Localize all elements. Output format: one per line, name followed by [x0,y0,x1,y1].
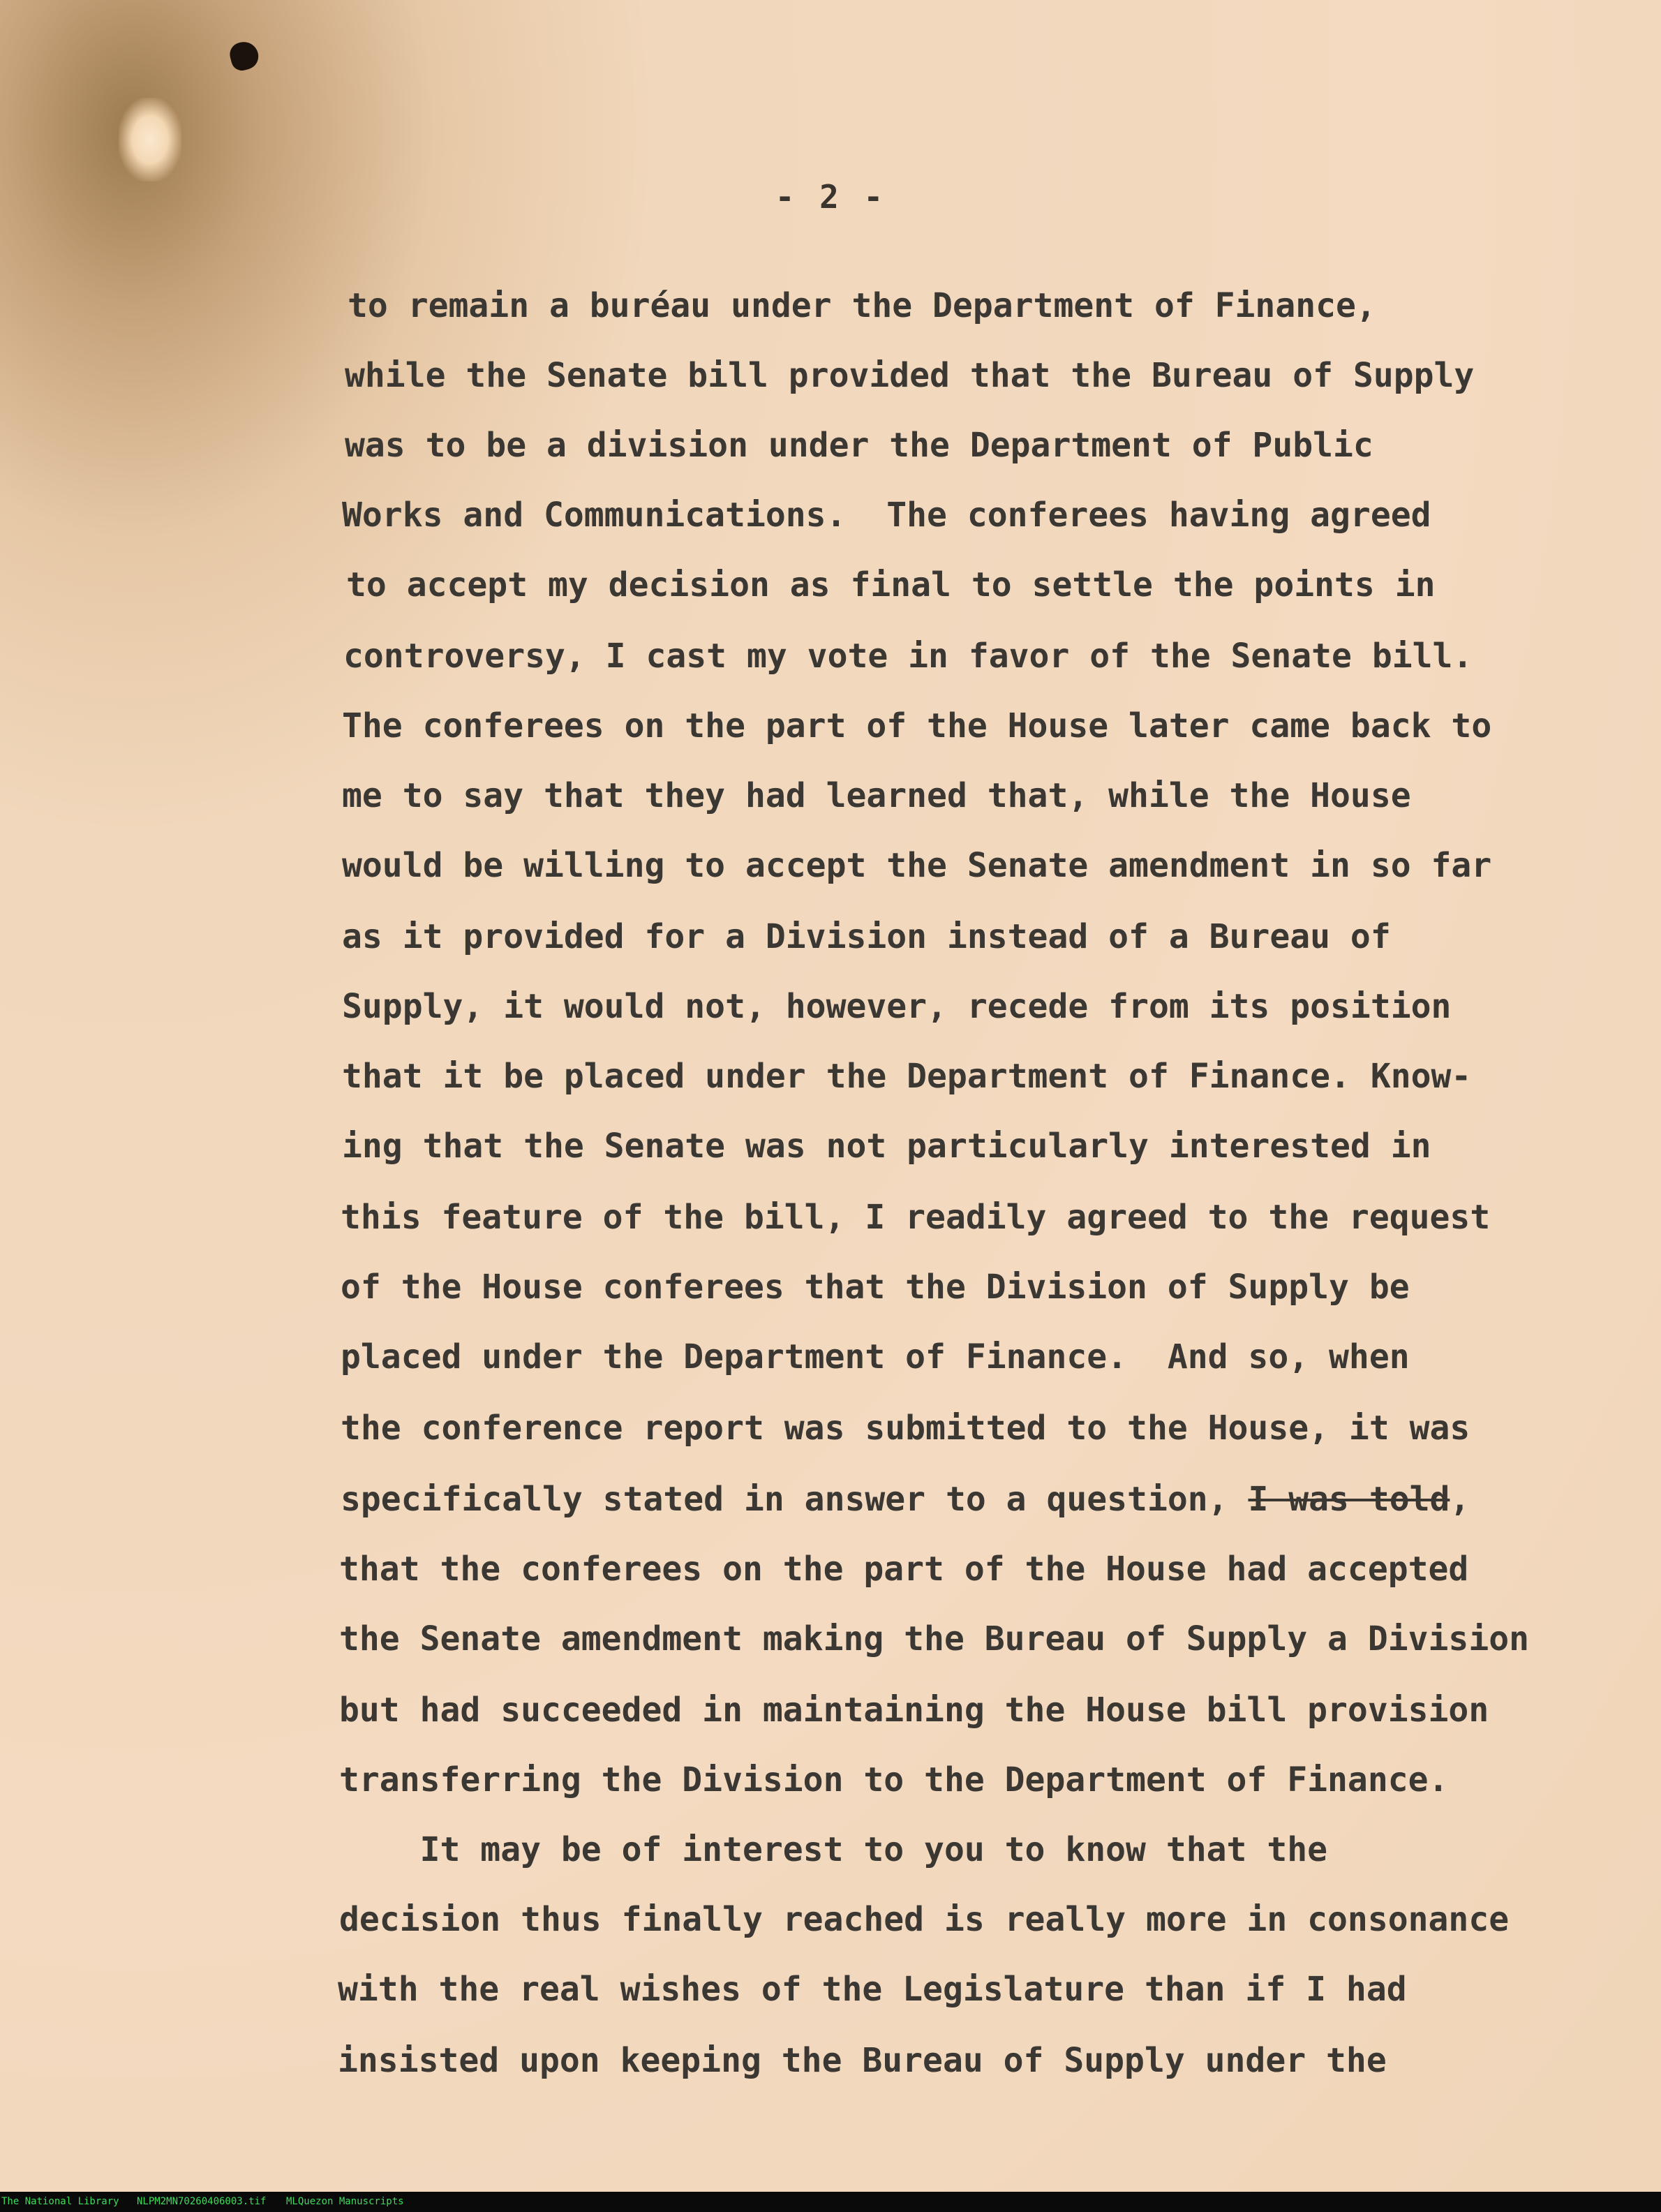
text-line: It may be of interest to you to know that the [339,1830,1328,1869]
text-line: to remain a buréau under the Department of Finance, [348,286,1376,325]
page-number: - 2 - [775,178,886,216]
archive-footer-bar [0,2192,1661,2212]
text-line: of the House conferees that the Division of Supply be [341,1268,1410,1307]
text-line: to accept my decision as final to settle the points in [346,565,1436,604]
fold-mark [119,98,181,181]
text-line: me to say that they had learned that, while the House [342,776,1411,815]
text-line: the Senate amendment making the Bureau of Supply a Division [339,1619,1530,1658]
footer-file-id: NLPM2MN70260406003.tif [137,2196,267,2207]
text-line: that it be placed under the Department of Finance. Know- [342,1057,1472,1096]
text-line: but had succeeded in maintaining the House bill provision [339,1691,1489,1730]
footer-library: The National Library [1,2196,119,2207]
text-line: would be willing to accept the Senate amendment in so far [342,846,1492,885]
text-line: that the conferees on the part of the House had accepted [339,1550,1469,1589]
text-line: ing that the Senate was not particularly interested in [342,1127,1431,1166]
text-segment: , [1450,1480,1470,1519]
burn-spot [228,39,262,73]
text-line: insisted upon keeping the Bureau of Supply under the [338,2041,1387,2080]
text-line: the conference report was submitted to the House, it was [341,1409,1470,1448]
text-line: as it provided for a Division instead of a Bureau of [342,917,1391,956]
text-line: this feature of the bill, I readily agreed to the request [341,1198,1491,1237]
text-line [341,1478,1470,1520]
text-line: was to be a division under the Department of Public [345,426,1373,465]
struck-text: I was told [1248,1480,1450,1519]
text-line: Works and Communications. The conferees having agreed [342,496,1431,535]
text-segment: specifically stated in answer to a question, [341,1480,1249,1519]
text-line: controversy, I cast my vote in favor of the Senate bill. [343,637,1473,676]
text-line: while the Senate bill provided that the Bureau of Supply [345,356,1475,395]
text-line: Supply, it would not, however, recede from its position [342,987,1452,1026]
text-line: placed under the Department of Finance. And so, when [341,1337,1410,1376]
text-line: with the real wishes of the Legislature than if I had [338,1970,1407,2009]
text-line: decision thus finally reached is really more in consonance [339,1900,1510,1939]
footer-collection: MLQuezon Manuscripts [286,2196,404,2207]
text-line: The conferees on the part of the House later came back to [342,706,1492,745]
text-line: transferring the Division to the Department of Finance. [339,1760,1449,1799]
